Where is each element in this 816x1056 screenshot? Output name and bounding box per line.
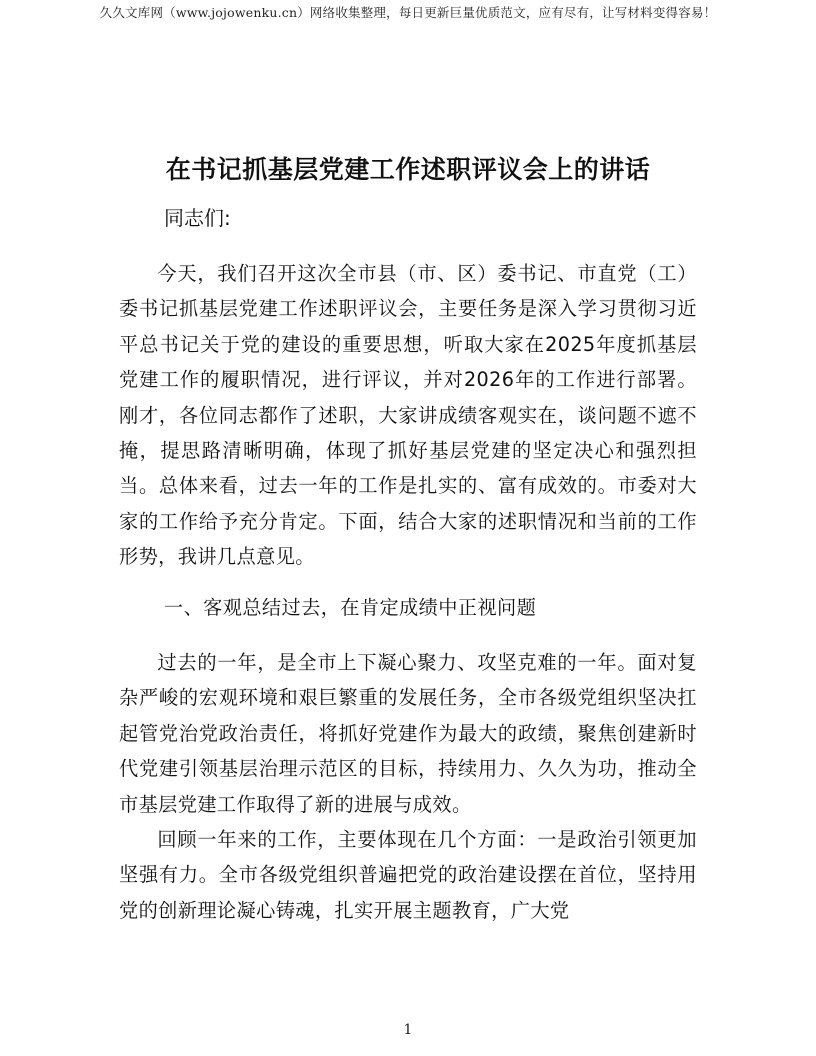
salutation: 同志们:: [164, 206, 231, 230]
page-number: 1: [403, 1022, 413, 1038]
section-heading-1: 一、客观总结过去，在肯定成绩中正视问题: [164, 596, 537, 619]
paragraph-achievements: 回顾一年来的工作，主要体现在几个方面：一是政治引领更加坚强有力。全市各级党组织普遍把党的政治建设摆在首位，坚持用党的创新理论凝心铸魂，扎实开展主题教育，广大党: [119, 828, 697, 922]
site-header-note: 久久文库网（www.jojowenku.cn）网络收集整理，每日更新巨量优质范文，应有尽有，让写材料变得容易！: [99, 5, 717, 20]
paragraph-intro: 今天，我们召开这次全市县（市、区）委书记、市直党（工）委书记抓基层党建工作述职评议会，主要任务是深入学习贯彻习近平总书记关于党的建设的重要思想，听取大家在2025年度抓基层党建工作的履职情况，进行评议，并对2026年的工作进行部署。刚才，各位同志都作了述职，大家讲成绩客观实在，谈问题不遮不掩，提思路清晰明确，体现了抓好基层党建的坚定决心和强烈担当。总体来看，过去一年的工作是扎实的、富有成效的。市委对大家的工作给予充分肯定。下面，结合大家的述职情况和当前的工作形势，我讲几点意见。: [119, 262, 697, 569]
paragraph-review: 过去的一年，是全市上下凝心聚力、攻坚克难的一年。面对复杂严峻的宏观环境和艰巨繁重的发展任务，全市各级党组织坚决扛起管党治党政治责任，将抓好党建作为最大的政绩，聚焦创建新时代党建引领基层治理示范区的目标，持续用力、久久为功，推动全市基层党建工作取得了新的进展与成效。: [119, 651, 697, 816]
document-title: 在书记抓基层党建工作述职评议会上的讲话: [165, 155, 651, 184]
